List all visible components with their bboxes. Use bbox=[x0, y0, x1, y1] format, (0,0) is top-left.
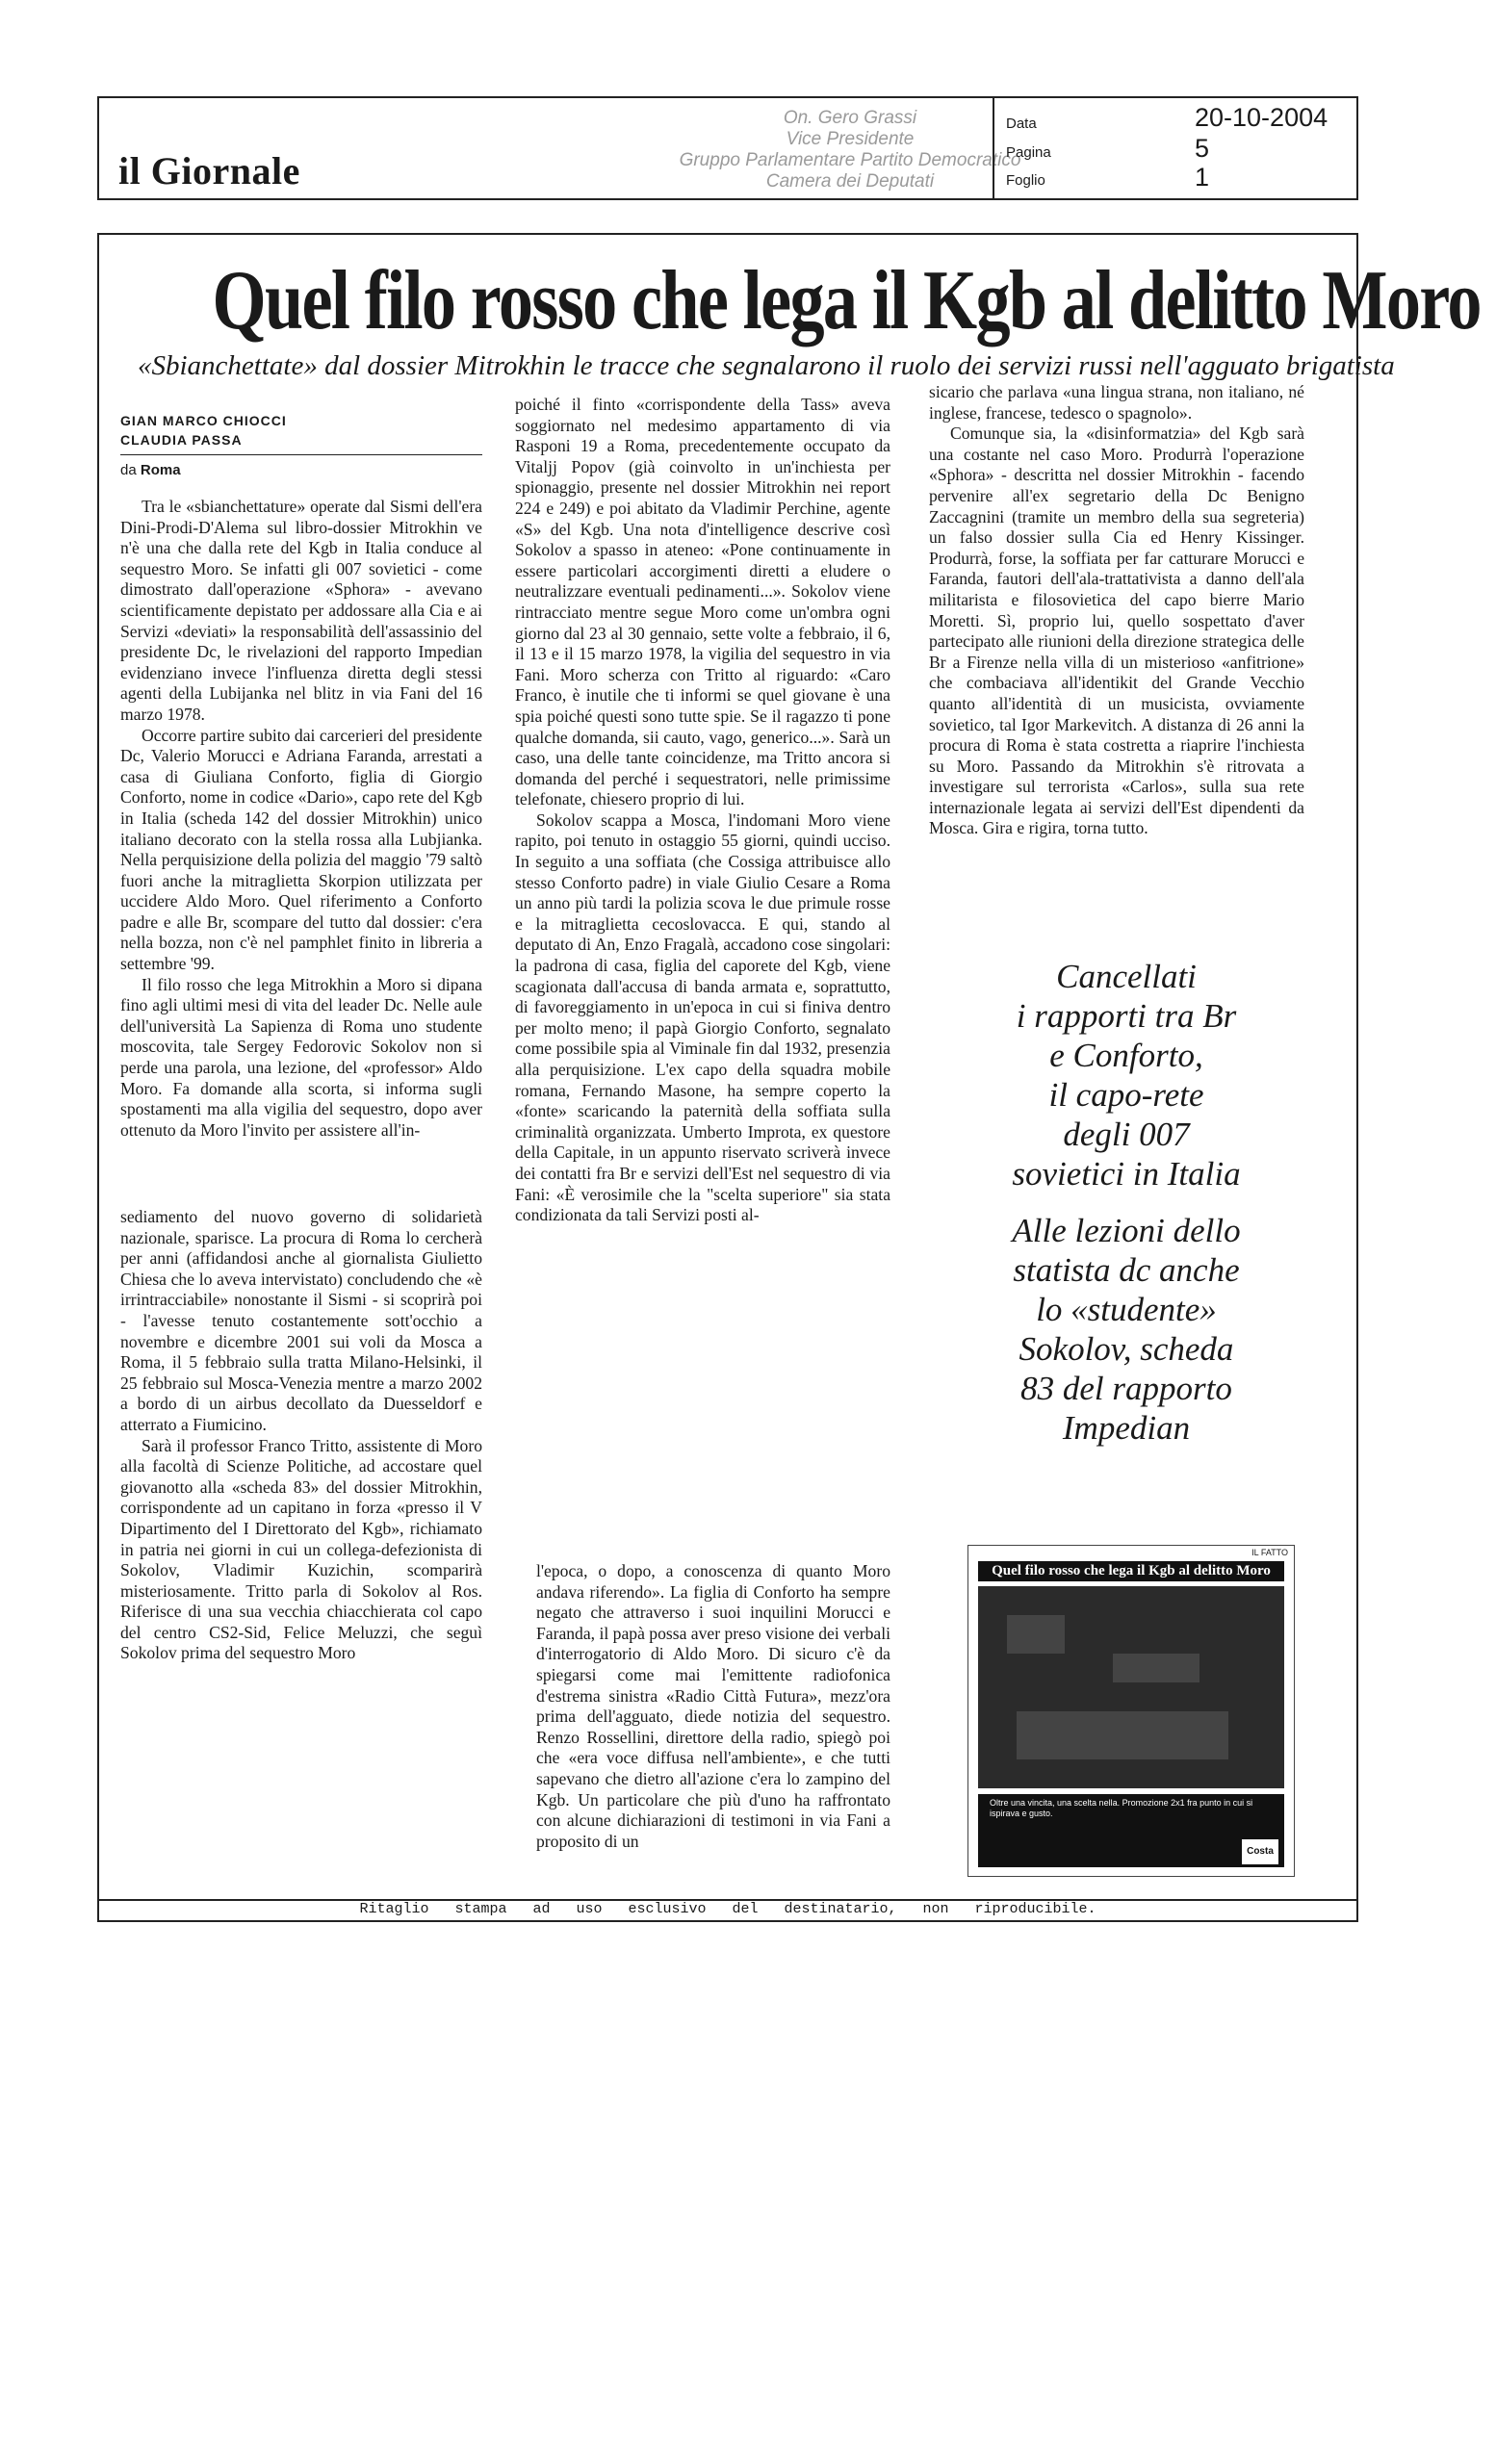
thumbnail-label: IL FATTO bbox=[1251, 1548, 1288, 1557]
pull-quote-line: lo «studente» bbox=[1036, 1291, 1217, 1328]
article-column-1b bbox=[120, 1207, 482, 1664]
paragraph: Il filo rosso che lega Mitrokhin a Moro si dipana fino agli ultimi mesi di vita del leader Dc. Nelle aule dell'università La Sapienza di Roma uno studente moscovita, tale Sergey Fedorovic Sokolov non si perde una parola, una lezione, del «professor» Aldo Moro. Fa domande alla scorta, si informa sugli spostamenti ma alla vigilia del sequestro, dopo aver ottenuto da Moro l'invito per assistere all'in- bbox=[120, 974, 482, 1140]
paragraph: Occorre partire subito dai carcerieri del presidente Dc, Valerio Morucci e Adriana Faranda, arrestati a casa di Giuliana Conforto, figlia di Giorgio Conforto, nome in codice «Dario», capo rete del Kgb in Italia (scheda 142 del dossier Mitrokhin) unico italiano decorato con la stella rossa alla Lubjianka. Nella perquisizione della polizia del maggio '79 saltò fuori anche la mitraglietta Skorpion utilizzata per uccidere Aldo Moro. Quel riferimento a Conforto padre e alle Br, scompare del tutto dal dossier: c'era nella bozza, non c'è nel pamphlet finito in libreria a settembre '99. bbox=[120, 725, 482, 974]
pull-quote-line: Impedian bbox=[1062, 1409, 1191, 1447]
clipping-meta bbox=[993, 98, 1349, 198]
page-value: 5 bbox=[1195, 134, 1210, 163]
date-value: 20-10-2004 bbox=[1195, 103, 1328, 132]
pull-quote-line: Alle lezioni dello bbox=[1012, 1212, 1241, 1249]
stamp-line: Vice Presidente bbox=[786, 129, 915, 149]
article-column-1 bbox=[120, 497, 482, 1141]
pull-quote-line: sovietici in Italia bbox=[1012, 1155, 1241, 1193]
article-column-2b bbox=[536, 1561, 890, 1852]
article-headline: Quel filo rosso che lega il Kgb al delitto Moro bbox=[212, 254, 1481, 347]
clipping-footer-notice: Ritaglio stampa ad uso esclusivo del destinatario, non riproducibile. bbox=[97, 1901, 1358, 1922]
stamp-line: Camera dei Deputati bbox=[765, 171, 935, 192]
dateline bbox=[120, 462, 181, 478]
paragraph: sicario che parlava «una lingua strana, non italiano, né inglese, francese, tedesco o spagnolo». bbox=[929, 382, 1304, 423]
pull-quote-line: Cancellati bbox=[1056, 958, 1197, 995]
newspaper-name: il Giornale bbox=[118, 149, 300, 192]
pull-quote-line: il capo-rete bbox=[1048, 1076, 1204, 1114]
pull-quote-line: degli 007 bbox=[1063, 1116, 1190, 1153]
pull-quote-line: statista dc anche bbox=[1013, 1251, 1240, 1289]
stamp-line: Gruppo Parlamentare Partito Democratico bbox=[679, 150, 1021, 170]
date-label: Data bbox=[1006, 116, 1037, 132]
paragraph: sediamento del nuovo governo di solidarietà nazionale, sparisce. La procura di Roma lo cercherà per anni (affidandosi anche al giornalista Giulietto Chiesa che lo aveva intervistato) concludendo che «è irrintracciabile» nonostante il Sismi - si scoprirà poi - l'avesse tenuto costantemente sott'occhio a novembre e dicembre 2001 sui voli da Mosca a Roma, il 5 febbraio sulla tratta Milano-Helsinki, il 25 febbraio sul Mosca-Venezia mentre a marzo 2002 a bordo di un airbus decollato da Duesseldorf e atterrato a Fiumicino. bbox=[120, 1207, 482, 1434]
thumbnail-headline: Quel filo rosso che lega il Kgb al delitto Moro bbox=[978, 1561, 1284, 1581]
pull-quote-line: 83 del rapporto bbox=[1020, 1370, 1232, 1407]
paragraph: Comunque sia, la «disinformatzia» del Kgb sarà una costante nel caso Moro. Produrrà l'operazione «Sphora» - descritta nel dossier Mitrokhin - facendo pervenire all'ex segretario della Dc Benigno Zaccagnini (tramite un membro della sua segreteria) un falso dossier sulla Cia ed Henry Kissinger. Produrrà, forse, la soffiata per far catturare Morucci e Faranda, fautori dell'ala-trattativista a danno dell'ala militarista e filosovietica del capo bierre Mario Moretti. Sì, proprio lui, quello sospettato d'aver partecipato alle riunioni della direzione strategica delle Br a Firenze nella villa di un misterioso «anfitrione» che combaciava all'identikit del Grande Vecchio quanto all'identità di un musicista, ovviamente sovietico, tal Igor Markevitch. A distanza di 26 anni la procura di Roma è stata costretta a riaprire l'inchiesta su Moro. Passando da Mitrokhin s'è ritrovata a investigare sul terrorista «Carlos», sulla sua rete internazionale legata ai servizi dell'Est dipendenti da Mosca. Gira e rigira, torna tutto. bbox=[929, 424, 1304, 838]
article-column-3 bbox=[929, 382, 1304, 839]
pull-quote-line: e Conforto, bbox=[1049, 1037, 1203, 1074]
page-thumbnail bbox=[967, 1545, 1295, 1877]
dateline-city: Roma bbox=[140, 462, 181, 478]
paragraph: poiché il finto «corrispondente della Tass» aveva soggiornato nel medesimo appartamento di via Rasponi 19 a Roma, precedentemente occupato da Vitaljj Popov (già coinvolto in un'inchiesta per spionaggio, presente nel dossier Mitrokhin nei report 224 e 249) e poi abitato da Vladimir Perchine, agente «S» del Kgb. Una nota d'intelligence descrive così Sokolov a spasso in ateneo: «Pone continuamente in essere particolari accorgimenti diretti a eludere o neutralizzare eventuali pedinamenti...». Sokolov viene rintracciato mentre segue Moro come un'ombra ogni giorno dal 23 al 30 gennaio, sette volte a febbraio, il 6, il 13 e il 15 marzo 1978, la vigilia del sequestro in via Fani. Moro scherza con Tritto al riguardo: «Caro Franco, è inutile che ti informi se quel giovane è una spia poiché questi sono tutte spie. Se il ragazzo ti pone qualche domanda, sii cauto, vago, generico...». Sarà un caso, una delle tante coincidenze, ma Tritto ancora si domanda del perché i sequestratori, nelle primissime telefonate, chiesero proprio di lui. bbox=[515, 395, 890, 809]
pull-quote bbox=[939, 957, 1314, 1448]
article-subheadline: «Sbianchettate» dal dossier Mitrokhin le tracce che segnalarono il ruolo dei servizi russi nell'agguato brigatista bbox=[138, 350, 1395, 381]
pull-quote-line: Sokolov, scheda bbox=[1019, 1330, 1234, 1368]
clipping-header bbox=[97, 96, 1358, 200]
thumbnail-logo: Costa bbox=[1242, 1839, 1278, 1864]
thumbnail-caption: Oltre una vincita, una scelta nella. Promozione 2x1 fra punto in cui si ispirava e gusto. bbox=[984, 1794, 1284, 1823]
paragraph: Tra le «sbianchettature» operate dal Sismi dell'era Dini-Prodi-D'Alema sul libro-dossier Mitrokhin ve n'è una che dalla rete del Kgb in Italia conduce al sequestro Moro. Se infatti gli 007 sovietici - come dimostrato dall'operazione «Sphora» - avevano scientificamente depistato per addossare alla Cia e ai Servizi «deviati» la responsabilità dell'assassinio del presidente Dc, le rivelazioni del rapporto Impedian evidenziano invece l'influenza diretta degli stessi agenti della Lubijanka nel blitz in via Fani del 16 marzo 1978. bbox=[120, 497, 482, 724]
pull-quote-line: i rapporti tra Br bbox=[1016, 997, 1237, 1035]
paragraph: Sarà il professor Franco Tritto, assistente di Moro alla facoltà di Scienze Politiche, ad accostare quel giovanotto alla «scheda 83» del dossier Mitrokhin, corrispondente ad un capitano in forza «presso il V Dipartimento del I Direttorato del Kgb», richiamato in patria nei giorni in cui un collega-defezionista di Sokolov, Vladimir Kuzichin, scomparirà misteriosamente. Tritto parla di Sokolov al Ros. Riferisce di una sua vecchia chiacchierata col capo del centro CS2-Sid, Felice Meluzzi, che seguì Sokolov prima del sequestro Moro bbox=[120, 1435, 482, 1663]
author-1: GIAN MARCO CHIOCCI bbox=[120, 413, 287, 428]
paragraph: l'epoca, o dopo, a conoscenza di quanto Moro andava riferendo». La figlia di Conforto ha sempre negato che attraverso i suoi inquilini Morucci e Faranda, il papà possa aver preso visione dei verbali d'interrogatorio di Aldo Moro. Di sicuro c'è da spiegarsi come mai l'emittente radiofonica d'estrema sinistra «Radio Città Futura», mezz'ora prima dell'agguato, diede notizia del sequestro. Renzo Rossellini, direttore della radio, spiegò poi che «era voce diffusa nell'ambiente», e che tutti sapevano che dietro all'azione c'era lo zampino del Kgb. Un particolare che più d'uno ha raffrontato con alcune dichiarazioni di testimoni in via Fani a proposito di un bbox=[536, 1561, 890, 1851]
dateline-prefix: da bbox=[120, 462, 137, 478]
byline-rule bbox=[120, 454, 482, 455]
paragraph: Sokolov scappa a Mosca, l'indomani Moro viene rapito, poi tenuto in ostaggio 55 giorni, quindi ucciso. In seguito a una soffiata (che Cossiga attribuisce allo stesso Conforto padre) in viale Giulio Cesare a Roma un anno più tardi la polizia scova le due primule rosse e la mitraglietta cecoslovacca. E qui, stando al deputato di An, Enzo Fragalà, accadono cose singolari: la padrona di casa, figlia del caporete del Kgb, viene scagionata dall'accusa di banda armata e, soprattutto, di favoreggiamento in un'epoca in cui si finiva dentro per molto meno; il papà Giorgio Conforto, segnalato come possibile spia al Viminale fin dal 1932, presenzia alla perquisizione. L'ex capo della squadra mobile romana, Fernando Masone, ha sempre coperto la «fonte» scaricando la paternità della soffiata sulla criminalità organizzata. Umberto Improta, ex questore della Capitale, in un appunto riservato scriverà invece dei contatti fra Br e servizi dell'Est nel sequestro di via Fani: «È verosimile che la "scelta superiore" sia stata condizionata da tali Servizi posti al- bbox=[515, 809, 890, 1225]
author-2: CLAUDIA PASSA bbox=[120, 432, 243, 448]
stamp-line: On. Gero Grassi bbox=[783, 108, 917, 128]
thumbnail-photo bbox=[978, 1586, 1284, 1788]
sheet-value: 1 bbox=[1195, 163, 1210, 192]
article-column-2 bbox=[515, 395, 890, 1226]
page-label: Pagina bbox=[1006, 144, 1051, 161]
sheet-label: Foglio bbox=[1006, 172, 1045, 189]
